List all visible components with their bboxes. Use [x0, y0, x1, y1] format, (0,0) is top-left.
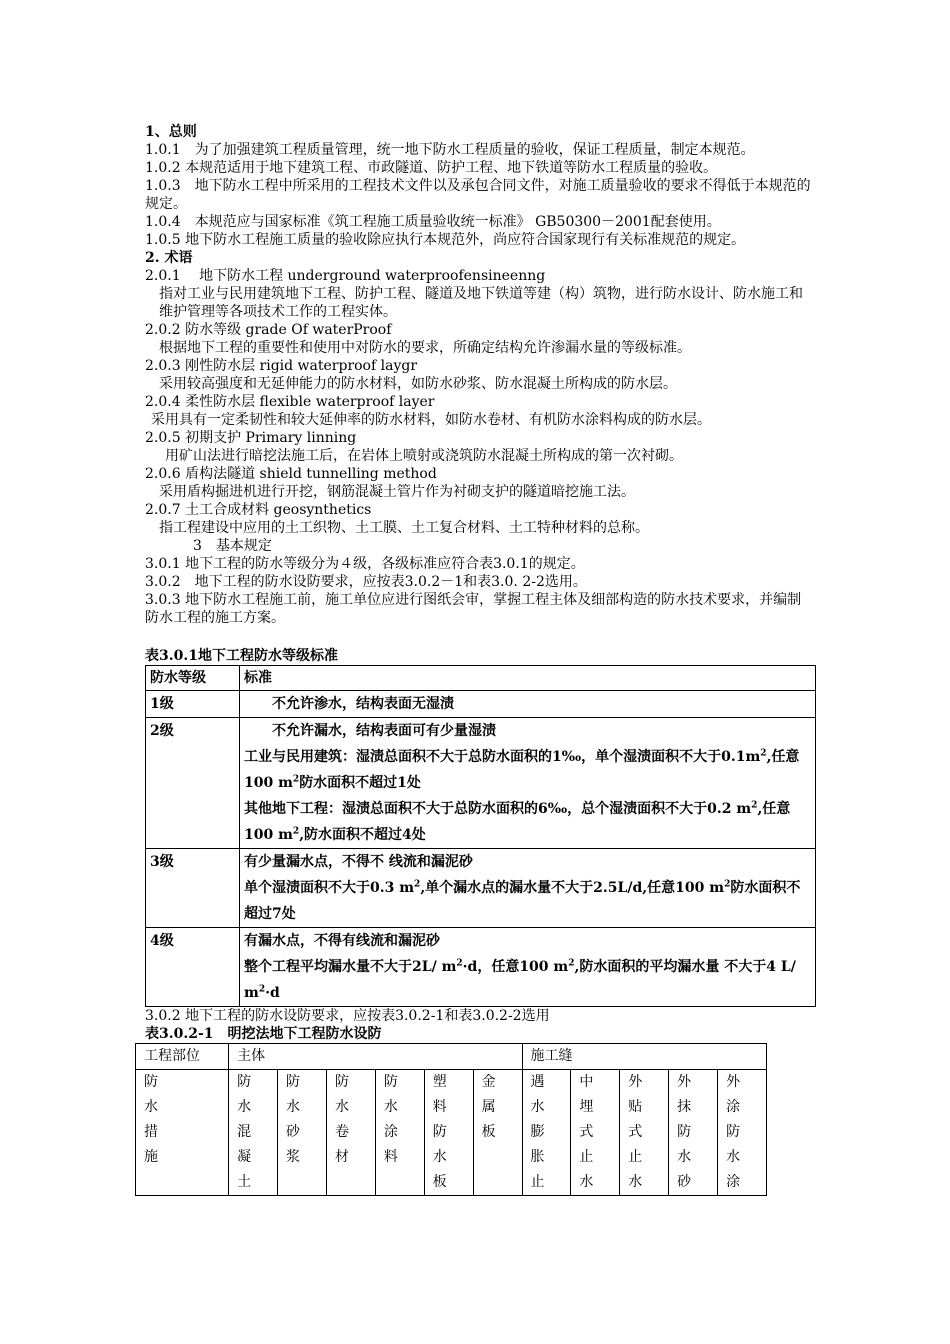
table-header-row [136, 1044, 767, 1070]
clause-1-0-1: 1.0.1 为了加强建筑工程质量管理，统一地下防水工程质量的验收，保证工程质量，制定本规范。 [145, 142, 755, 158]
grade-cell: 2级 [146, 718, 240, 849]
header-grade: 防水等级 [146, 666, 240, 691]
measure-cell: 金 属 板 [473, 1070, 522, 1196]
header-standard: 标准 [240, 666, 816, 691]
term-head: 2.0.5 初期支护 Primary linning [145, 430, 357, 446]
measure-cell: 外 涂 防 水 涂 [718, 1070, 767, 1196]
standard-line: 整个工程平均漏水量不大于2L/ $m^2\cdot d$，任意100 $m^2$,防水面积的平均漏水量 不大于4 L/ $m^2\cdot d$ [244, 958, 796, 1001]
measure-cell: 外 贴 式 止 水 [620, 1070, 669, 1196]
standard-line: 单个湿渍面积不大于0.3 $m^2$,单个漏水点的漏水量不大于2.5L/d,任意100 $m^2$防水面积不超过7处 [244, 879, 801, 922]
standard-line: 不允许漏水，结构表面可有少量湿渍 [244, 723, 496, 739]
header-location: 工程部位 [136, 1044, 229, 1070]
clause-3-0-3: 3.0.3 地下防水工程施工前，施工单位应进行图纸会审，掌握工程主体及细部构造的防水技术要求，并编制防水工程的施工方案。 [145, 592, 802, 626]
standard-line: 其他地下工程：湿渍总面积不大于总防水面积的6‰，总个湿渍面积不大于0.2 $m^2$,任意100 $m^2$,防水面积不超过4处 [244, 800, 791, 843]
standard-line: 有少量漏水点，不得不 线流和漏泥砂 [244, 854, 473, 870]
measure-label-cell: 防 水 措 施 [136, 1070, 229, 1196]
standard-cell [240, 691, 816, 718]
clause-3-0-2: 3.0.2 地下工程的防水设防要求，应按表3.0.2－1和表3.0. 2-2选用。 [145, 574, 587, 590]
standard-cell [240, 928, 816, 1007]
clause-1-0-4: 1.0.4 本规范应与国家标准《筑工程施工质量验收统一标准》 GB50300－2001配套使用。 [145, 214, 721, 230]
term-head: 2.0.3 刚性防水层 rigid waterproof laygr [145, 358, 418, 374]
term-head: 2.0.1 地下防水工程 underground waterproofensineenng [145, 268, 546, 284]
grade-cell: 4级 [146, 928, 240, 1007]
table-row [146, 691, 816, 718]
term-body: 采用较高强度和无延伸能力的防水材料，如防水砂浆、防水混凝土所构成的防水层。 [159, 376, 677, 392]
term-head: 2.0.6 盾构法隧道 shield tunnelling method [145, 466, 437, 482]
measure-cell: 防 水 涂 料 [375, 1070, 424, 1196]
term-body: 根据地下工程的重要性和使用中对防水的要求，所确定结构允许渗漏水量的等级标准。 [159, 340, 691, 356]
section1-title: 1、总则 [145, 124, 197, 140]
measure-cell: 中 埋 式 止 水 [571, 1070, 620, 1196]
term-body: 采用盾构掘进机进行开挖，钢筋混凝土管片作为衬砌支护的隧道暗挖施工法。 [159, 484, 635, 500]
term-body: 指工程建设中应用的土工织物、土工膜、土工复合材料、土工特种材料的总称。 [159, 520, 649, 536]
table-row [146, 928, 816, 1007]
table-row [146, 849, 816, 928]
measure-cell: 外 抹 防 水 砂 [669, 1070, 718, 1196]
table-header-row [146, 666, 816, 691]
open-cut-waterproof-table [135, 1043, 767, 1196]
header-construction-joint: 施工缝 [522, 1044, 767, 1070]
measure-cell: 防 水 混 凝 土 [229, 1070, 278, 1196]
header-main-body: 主体 [229, 1044, 522, 1070]
document-page [145, 123, 815, 1196]
table-row [136, 1070, 767, 1196]
measure-cell: 遇 水 膨 胀 止 [522, 1070, 571, 1196]
waterproof-grade-table [145, 665, 816, 1007]
term-head: 2.0.7 土工合成材料 geosynthetics [145, 502, 372, 518]
standard-cell [240, 718, 816, 849]
term-head: 2.0.2 防水等级 grade Of waterProof [145, 322, 392, 338]
table1-caption: 表3.0.1地下工程防水等级标准 [145, 648, 338, 664]
measure-cell: 塑 料 防 水 板 [424, 1070, 473, 1196]
measure-cell: 防 水 卷 材 [326, 1070, 375, 1196]
term-body: 采用具有一定柔韧性和较大延伸率的防水材料，如防水卷材、有机防水涂料构成的防水层。 [151, 412, 711, 428]
term-body: 指对工业与民用建筑地下工程、防护工程、隧道及地下铁道等建（构）筑物，进行防水设计、防水施工和维护管理等各项技术工作的工程实体。 [159, 286, 803, 320]
clause-1-0-5: 1.0.5 地下防水工程施工质量的验收除应执行本规范外，尚应符合国家现行有关标准规范的规定。 [145, 232, 746, 248]
term-head: 2.0.4 柔性防水层 flexible waterproof layer [145, 394, 435, 410]
term-body: 用矿山法进行暗挖法施工后，在岩体上喷射或浇筑防水混凝土所构成的第一次衬砌。 [165, 448, 683, 464]
standard-line: 工业与民用建筑：湿渍总面积不大于总防水面积的1‰，单个湿渍面积不大于$0.1m^2$,任意100 $m^2$防水面积不超过1处 [244, 748, 800, 791]
table-row [146, 718, 816, 849]
standard-line: 有漏水点，不得有线流和漏泥砂 [244, 933, 440, 949]
section3-title: 3 基本规定 [193, 538, 272, 554]
clause-3-0-1: 3.0.1 地下工程的防水等级分为４级，各级标准应符合表3.0.1的规定。 [145, 556, 585, 572]
grade-cell: 1级 [146, 691, 240, 718]
clause-1-0-2: 1.0.2 本规范适用于地下建筑工程、市政隧道、防护工程、地下铁道等防水工程质量的验收。 [145, 160, 718, 176]
between-text: 3.0.2 地下工程的防水设防要求，应按表3.0.2-1和表3.0.2-2选用 [145, 1008, 550, 1024]
section2-title: 2. 术语 [145, 250, 193, 266]
standard-cell [240, 849, 816, 928]
grade-cell: 3级 [146, 849, 240, 928]
clause-1-0-3: 1.0.3 地下防水工程中所采用的工程技术文件以及承包合同文件，对施工质量验收的要求不得低于本规范的规定。 [145, 178, 811, 212]
table2-caption: 表3.0.2-1 明挖法地下工程防水设防 [145, 1026, 382, 1042]
standard-line: 不允许渗水，结构表面无湿渍 [244, 696, 454, 712]
measure-cell: 防 水 砂 浆 [278, 1070, 327, 1196]
